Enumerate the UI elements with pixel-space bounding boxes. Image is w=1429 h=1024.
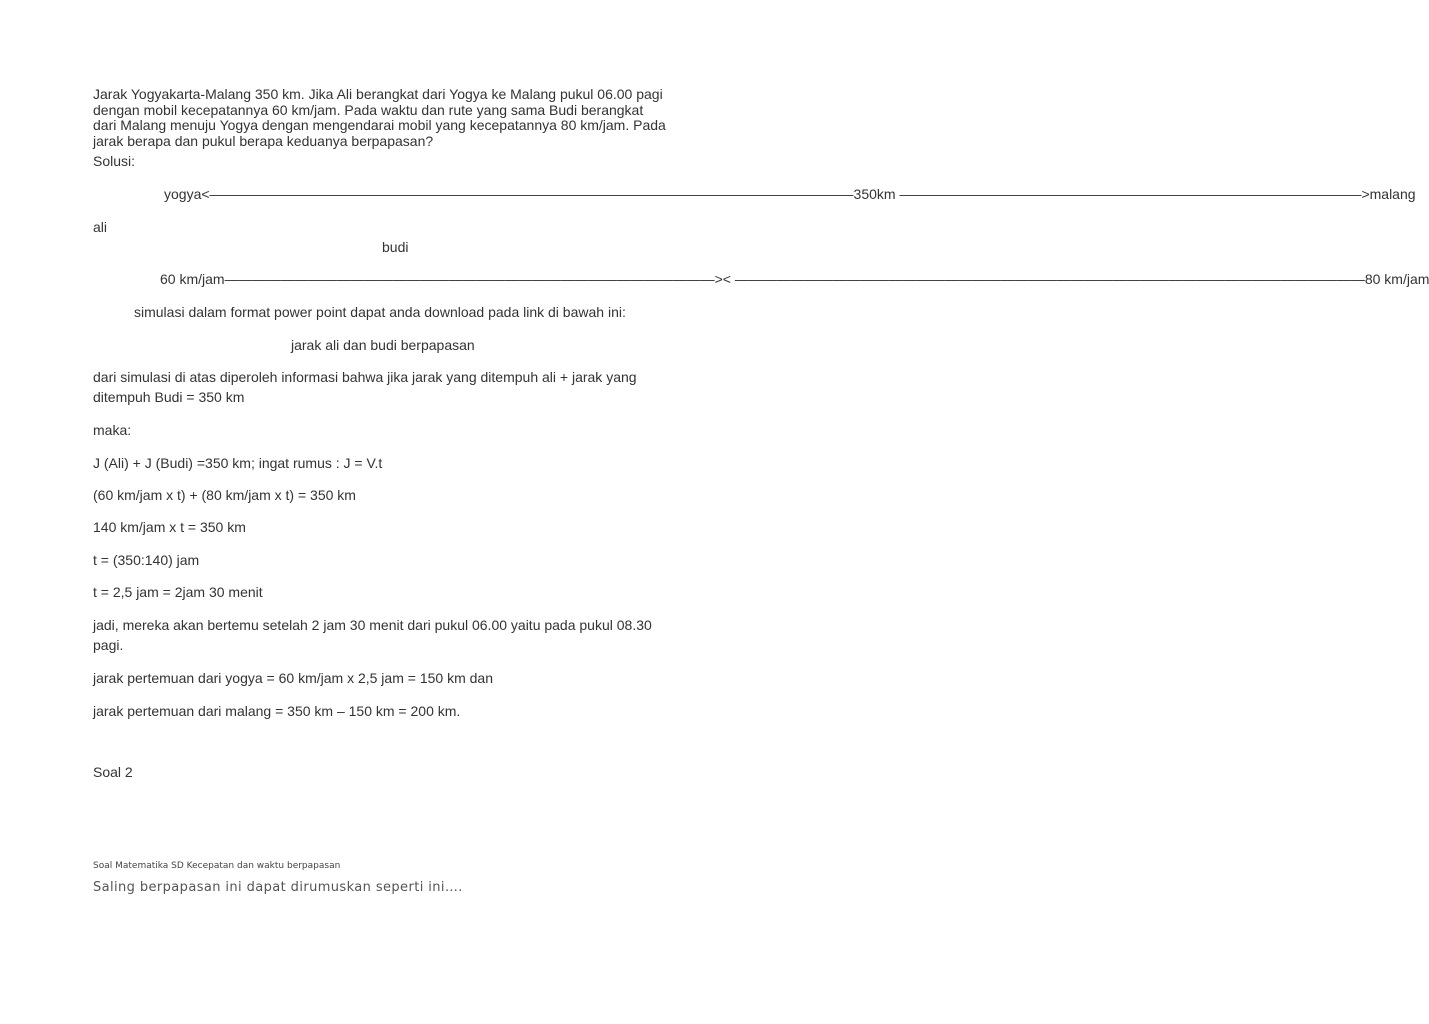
info-line-1: dari simulasi di atas diperoleh informasi bahwa jika jarak yang ditempuh ali + jarak yang — [93, 369, 637, 385]
step-4: t = (350:140) jam — [93, 552, 200, 568]
problem-text: Jarak Yogyakarta-Malang 350 km. Jika Ali berangkat dari Yogya ke Malang pukul 06.00 pagi dengan mobil kecepatannya 60 km/jam. Pada waktu dan rute yang sama Budi berangkat dari Malang menuju Yogya dengan mengendarai mobil yang kecepatannya 80 km/jam. Pada jarak berapa dan pukul berapa keduanya berpapasan? — [93, 86, 666, 149]
route-diagram-line: yogya<——————————————————————————————————————————————350km —————————————————————————————————>malang — [164, 186, 1416, 202]
solution-heading: Solusi: — [93, 153, 136, 169]
step-5: t = 2,5 jam = 2jam 30 menit — [93, 584, 263, 600]
distance-yogya: jarak pertemuan dari yogya = 60 km/jam x 2,5 jam = 150 km dan — [93, 670, 493, 686]
simulation-link[interactable]: jarak ali dan budi berpapasan — [291, 337, 475, 353]
ali-label: ali — [93, 219, 108, 235]
soal-2-subcaption: Saling berpapasan ini dapat dirumuskan seperti ini…. — [93, 880, 463, 895]
info-line-2: ditempuh Budi = 350 km — [93, 389, 245, 405]
step-3: 140 km/jam x t = 350 km — [93, 519, 246, 535]
simulation-note: simulasi dalam format power point dapat anda download pada link di bawah ini: — [134, 304, 626, 320]
budi-label: budi — [382, 239, 409, 255]
soal-2-caption: Soal Matematika SD Kecepatan dan waktu berpapasan — [93, 861, 341, 871]
distance-malang: jarak pertemuan dari malang = 350 km – 150 km = 200 km. — [93, 703, 461, 719]
soal-2-heading: Soal 2 — [93, 764, 133, 780]
step-1: J (Ali) + J (Budi) =350 km; ingat rumus : J = V.t — [93, 455, 383, 471]
conclusion-line-1: jadi, mereka akan bertemu setelah 2 jam 30 menit dari pukul 06.00 yaitu pada pukul 08.30 — [93, 617, 652, 633]
speed-diagram-line: 60 km/jam———————————————————————————————————>< —————————————————————————————————————————————80 km/jam — [160, 271, 1429, 287]
maka-label: maka: — [93, 422, 132, 438]
step-2: (60 km/jam x t) + (80 km/jam x t) = 350 km — [93, 487, 356, 503]
conclusion-line-2: pagi. — [93, 637, 124, 653]
